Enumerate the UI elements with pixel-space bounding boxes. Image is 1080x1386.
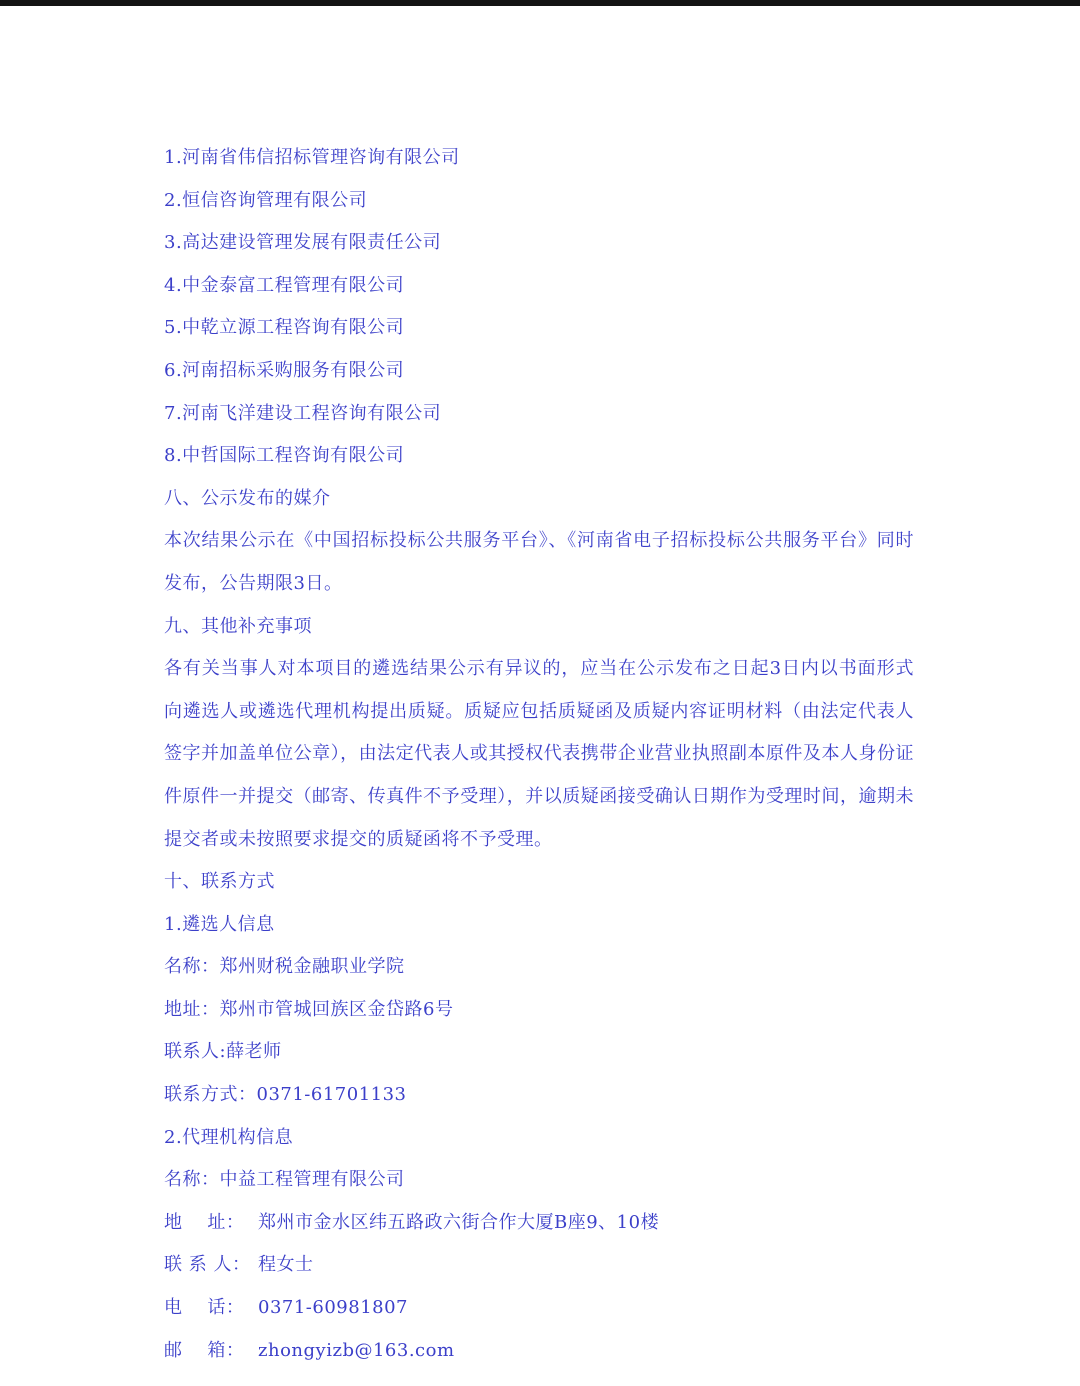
list-item: 1.河南省伟信招标管理咨询有限公司 [164, 147, 460, 168]
selector-contact-label: 联系人: [164, 1041, 227, 1063]
selector-name-row [164, 946, 924, 989]
agency-email-label: 邮 箱： [164, 1339, 245, 1361]
agency-name: 中益工程管理有限公司 [219, 1169, 405, 1191]
selector-address-row [164, 989, 924, 1032]
list-item: 5.中乾立源工程咨询有限公司 [164, 317, 405, 339]
agency-name-row [164, 1159, 924, 1202]
selector-phone-row [164, 1074, 924, 1117]
agency-address: 郑州市金水区纬五路政六街合作大厦B座9、10楼 [258, 1211, 660, 1233]
section-heading-contact: 十、联系方式 [164, 871, 275, 893]
other-paragraph: 各有关当事人对本项目的遴选结果公示有异议的，应当在公示发布之日起3日内以书面形式向遴选人或遴选代理机构提出质疑。质疑应包括质疑函及质疑内容证明材料（由法定代表人签字并加盖单位公章），由法定代表人或其授权代表携带企业营业执照副本原件及本人身份证件原件一并提交（邮寄、传真件不予受理），并以质疑函接受确认日期作为受理时间，逾期未提交者或未按照要求提交的质疑函将不予受理。 [164, 658, 914, 850]
selector-phone: 0371-61701133 [256, 1084, 407, 1106]
agency-email-row [164, 1330, 924, 1373]
agency-address-row [164, 1202, 924, 1245]
list-item: 7.河南飞洋建设工程咨询有限公司 [164, 402, 442, 424]
agency-contact-label: 联 系 人： [164, 1254, 251, 1276]
list-item: 6.河南招标采购服务有限公司 [164, 359, 405, 381]
selector-name-label: 名称： [164, 956, 220, 978]
agency-heading: 2.代理机构信息 [164, 1126, 294, 1148]
agency-phone-row [164, 1287, 924, 1330]
document-page [164, 137, 924, 1372]
selector-phone-label: 联系方式： [164, 1084, 257, 1106]
agency-address-label: 地 址： [164, 1211, 245, 1233]
agency-phone: 0371-60981807 [258, 1297, 409, 1319]
selector-name: 郑州财税金融职业学院 [219, 956, 405, 978]
agency-email: zhongyizb@163.com [258, 1339, 455, 1361]
agency-contact-row [164, 1244, 924, 1287]
agency-name-label: 名称： [164, 1169, 220, 1191]
list-item: 4.中金泰富工程管理有限公司 [164, 274, 405, 296]
list-item: 2.恒信咨询管理有限公司 [164, 189, 368, 211]
top-border [0, 0, 1080, 6]
selector-address-label: 地址： [164, 998, 220, 1020]
section-heading-other: 九、其他补充事项 [164, 615, 312, 637]
agency-phone-label: 电 话： [164, 1297, 245, 1319]
agency-contact: 程女士 [258, 1254, 314, 1276]
selector-heading: 1.遴选人信息 [164, 913, 275, 935]
list-item: 8.中哲国际工程咨询有限公司 [164, 445, 405, 467]
selector-contact: 薛老师 [226, 1041, 282, 1063]
selector-contact-row [164, 1031, 924, 1074]
list-item: 3.高达建设管理发展有限责任公司 [164, 232, 442, 254]
section-heading-media: 八、公示发布的媒介 [164, 487, 331, 509]
selector-address: 郑州市管城回族区金岱路6号 [219, 998, 454, 1020]
media-paragraph: 本次结果公示在《中国招标投标公共服务平台》、《河南省电子招标投标公共服务平台》同时发布，公告期限3日。 [164, 530, 914, 594]
